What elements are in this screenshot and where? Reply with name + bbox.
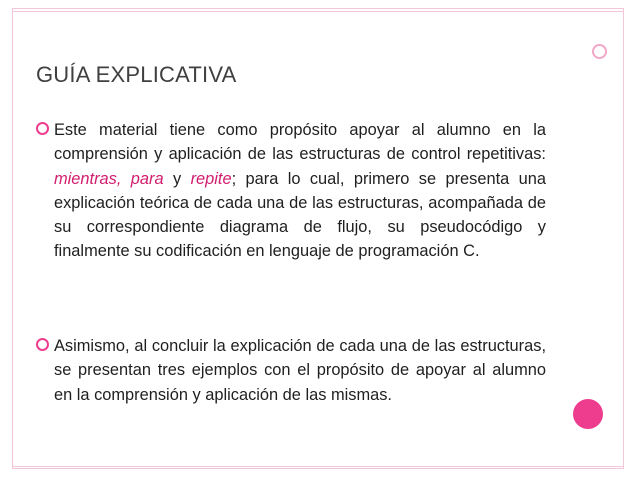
ring-bullet-icon [36, 338, 49, 351]
slide-title: GUÍA EXPLICATIVA [36, 62, 237, 87]
keyword-repite: repite [190, 169, 232, 188]
bullet-1-part-3: ; para lo cual, primero se presenta una explicación teórica de cada una de las estructuras, acompañada de su correspondiente diagrama de flujo, su pseudocódigo y finalmente su codificación en lenguaje de programación C. [54, 169, 546, 261]
bullet-text-1 [54, 118, 546, 264]
keyword-mientras-para: mientras, para [54, 169, 164, 188]
filled-circle-icon [573, 399, 603, 429]
bullet-item-2 [36, 334, 546, 407]
bullet-1-part-2: y [163, 169, 191, 188]
ring-bullet-icon [36, 122, 49, 135]
bullet-text-2: Asimismo, al concluir la explicación de cada una de las estructuras, se presentan tres ejemplos con el propósito de apoyar al alumno en la comprensión y aplicación de las mismas. [54, 337, 546, 404]
outline-circle-icon [592, 44, 607, 59]
bullet-item-1 [36, 118, 546, 264]
bullet-1-part-1: Este material tiene como propósito apoyar al alumno en la comprensión y aplicación de las estructuras de control repetitivas: [54, 121, 546, 164]
frame-top-double-line [12, 11, 624, 12]
frame-bottom-double-line [12, 466, 624, 467]
